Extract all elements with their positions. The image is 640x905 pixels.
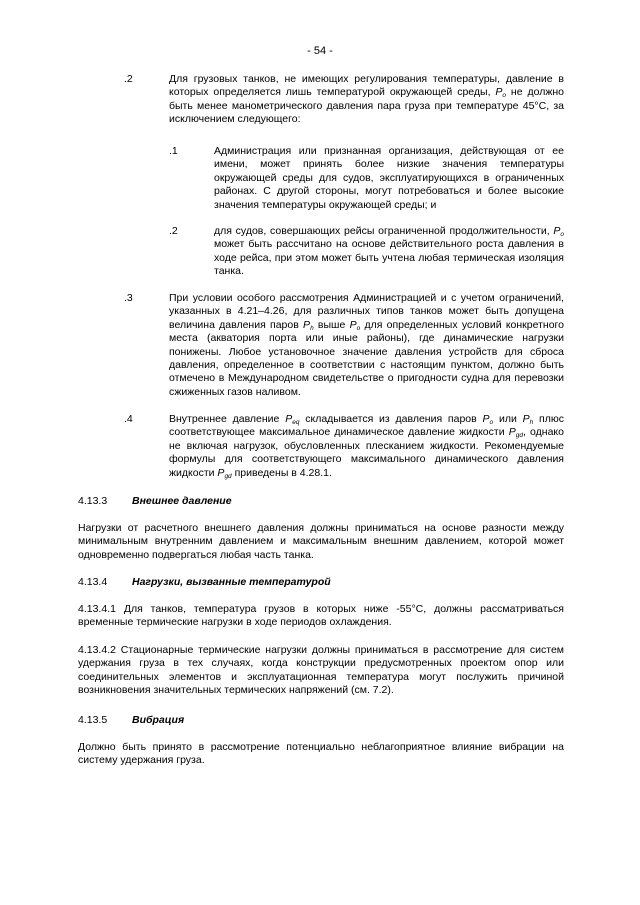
text-run: складывается из давления паров	[299, 413, 483, 425]
symbol	[350, 319, 361, 331]
subitem-text	[214, 145, 564, 212]
paragraph: 4.13.4.1 Для танков, температура грузов в которых ниже -55°С, должны рассматриваться временные термические нагрузки в ходе периодов охлаждения.	[78, 603, 564, 629]
item-text	[169, 73, 564, 127]
text-run: Внутреннее давление	[169, 413, 286, 425]
symbol-subscript: o	[356, 324, 361, 332]
symbol	[509, 426, 523, 438]
item-number: .3	[124, 292, 133, 304]
symbol-subscript: eq	[292, 419, 300, 426]
symbol-subscript: o	[489, 419, 494, 426]
item-number: .4	[124, 413, 133, 425]
symbol-subscript: o	[560, 231, 564, 238]
text-run: не должно быть менее манометрического давления пара груза при температуре 45°С, за исключением следующего:	[169, 86, 564, 126]
symbol	[495, 86, 506, 98]
symbol-base: P	[508, 426, 516, 439]
text-run: приведены в 4.28.1.	[231, 466, 332, 479]
item-number: .2	[124, 73, 133, 85]
symbol	[285, 413, 299, 425]
text-run: При условии особого рассмотрения Администрацией и с учетом ограничений, указанных в 4.21–4.26, для различных типов танков может быть допущена величина давления паров	[169, 292, 564, 331]
symbol	[217, 467, 231, 479]
symbol-subscript: h	[529, 419, 534, 426]
symbol-base: P	[495, 86, 503, 99]
section-number: 4.13.4	[78, 576, 108, 588]
symbol-base: P	[217, 466, 225, 479]
section-number: 4.13.5	[78, 714, 108, 726]
paragraph: Должно быть принято в рассмотрение потенциально неблагоприятное влияние вибрации на систему удержания груза.	[78, 741, 564, 767]
symbol-subscript: gd	[515, 432, 523, 440]
paragraph: Нагрузки от расчетного внешнего давления должны приниматься на основе разности между минимальным внутренним давлением и максимальным внешним давлением, которой может одновременно подвергаться любая часть танка.	[78, 522, 564, 561]
section-number: 4.13.3	[78, 495, 108, 507]
symbol-base: P	[303, 318, 311, 331]
symbol-base: P	[522, 413, 530, 425]
text-run: Для грузовых танков, не имеющих регулирования температуры, давление в которых определяется лишь температурой окружающей среды,	[169, 73, 564, 99]
text-run: для судов, совершающих рейсы ограниченной продолжительности,	[214, 225, 554, 237]
text-run: Администрация или признанная организация, действующая от ее имени, может принять более низкие значения температуры окружающей среды для судов, эксплуатирующихся в ограниченных районах. С другой стороны, могут потребоваться и более высокие значения температуры окружающей среды; и	[214, 145, 564, 211]
text-run: , однако не включая нагрузок, обусловленных плесканием жидкости. Рекомендуемые формулы для соответствующего максимального динамического давления жидкости	[169, 426, 564, 479]
section-title: Вибрация	[132, 714, 185, 726]
symbol-base: P	[553, 225, 561, 237]
symbol	[523, 413, 534, 425]
text-run: плюс соответствующее максимальное динамическое давление жидкости	[169, 413, 564, 439]
symbol	[553, 225, 564, 237]
section-title: Нагрузки, вызванные температурой	[132, 576, 331, 588]
subitem-number: .1	[169, 145, 178, 157]
subitem-text	[214, 225, 564, 279]
text-run: или	[493, 413, 523, 425]
page-number: - 54 -	[307, 45, 333, 57]
item-text	[169, 413, 564, 480]
symbol-subscript: gd	[224, 472, 232, 480]
symbol	[303, 319, 314, 331]
text-run: для определенных условий конкретного места (акватория порта или иные районы), где динамические нагрузки понижены. Любое установочное значение давления устройств для сброса давления, определенное в соответствии с настоящим пунктом, должно быть отмечено в Международном свидетельстве о пригодности судна для перевозки сжиженных газов наливом.	[169, 318, 564, 398]
symbol-base: P	[482, 413, 490, 425]
text-run: может быть рассчитано на основе действительного роста давления в ходе рейса, при этом может быть учтена любая термическая изоляция танка.	[214, 238, 564, 278]
symbol-subscript: o	[502, 92, 507, 100]
text-run: выше	[313, 318, 350, 331]
paragraph: 4.13.4.2 Стационарные термические нагрузки должны приниматься в рассмотрение для систем удержания груза в тех случаях, когда конструкции предусмотренных проектом опор или соединительных элементов и эксплуатационная температура могут послужить причиной возникновения значительных термических напряжений (см. 7.2).	[78, 644, 564, 697]
section-title: Внешнее давление	[132, 495, 232, 507]
symbol-subscript: h	[310, 324, 314, 332]
item-text	[169, 292, 564, 399]
symbol	[483, 413, 494, 425]
symbol-base: P	[285, 413, 293, 425]
symbol-base: P	[349, 318, 357, 331]
subitem-number: .2	[169, 225, 178, 237]
